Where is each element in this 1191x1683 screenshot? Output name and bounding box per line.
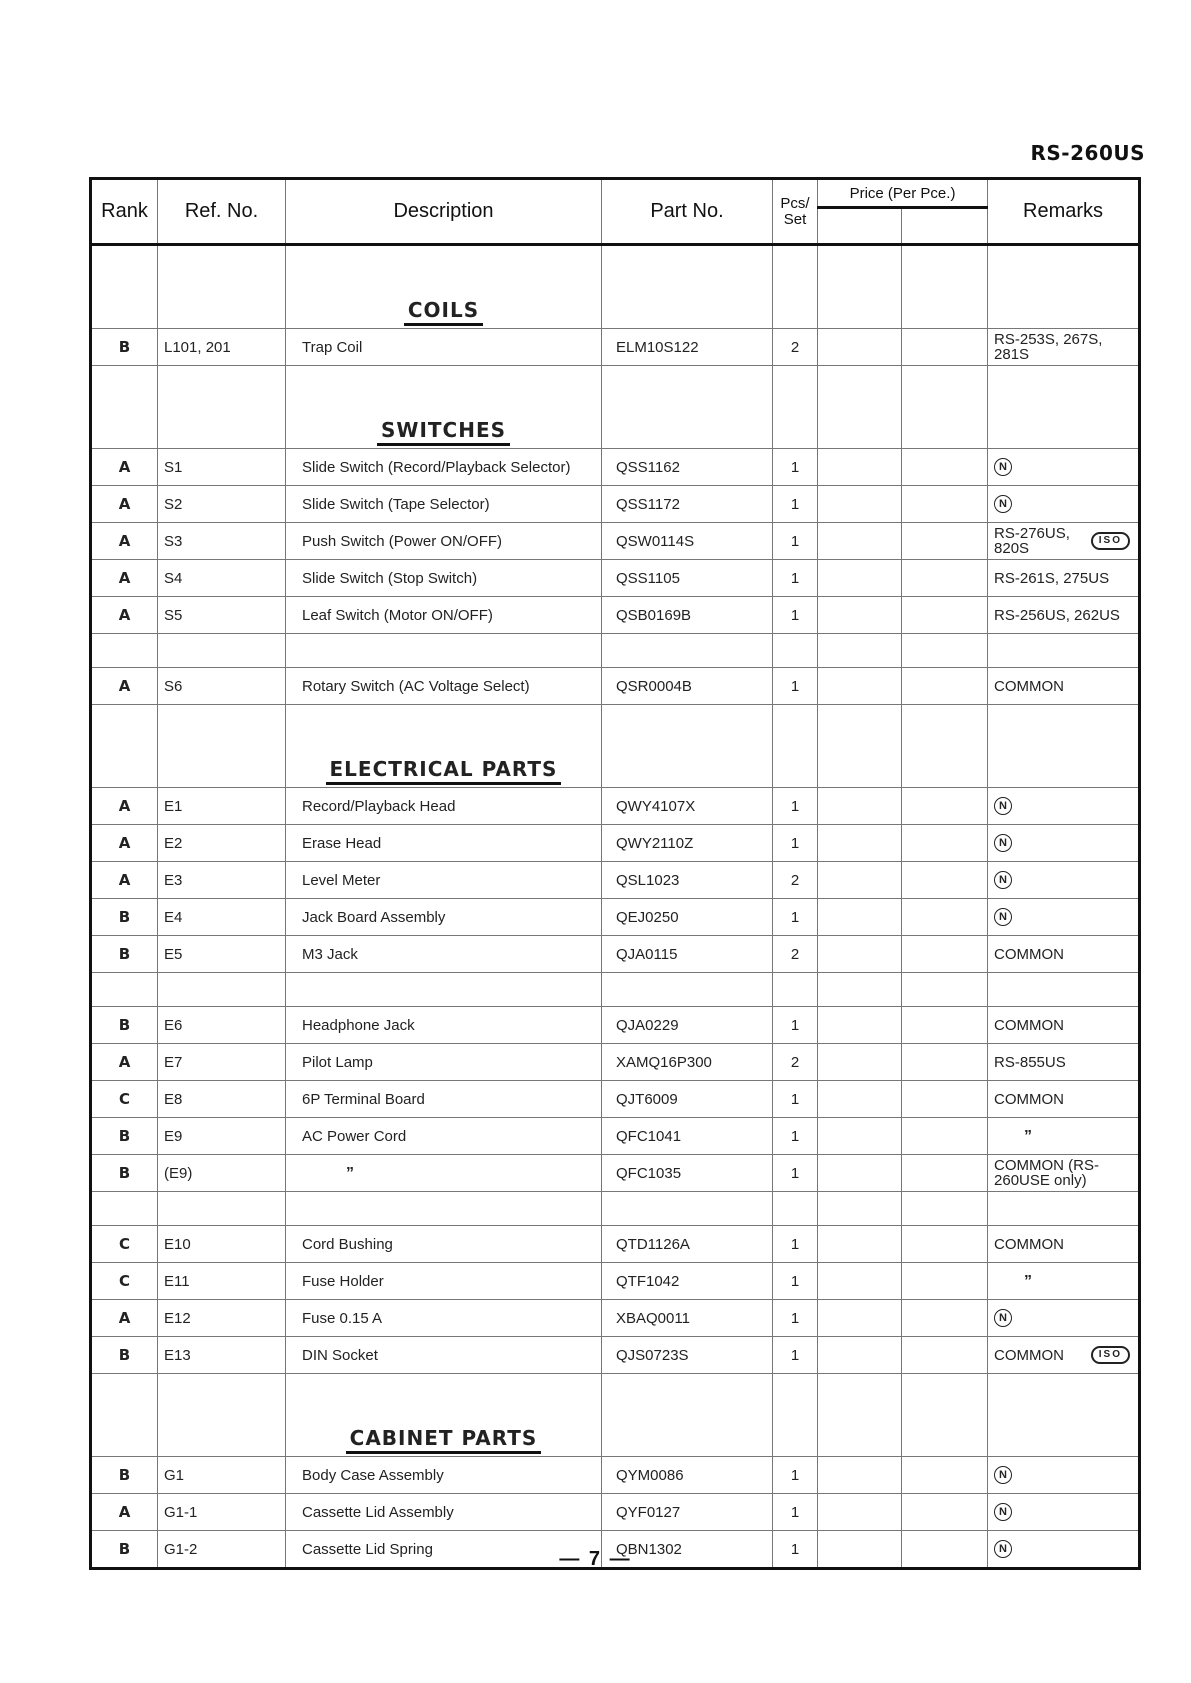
description-cell: Cassette Lid Spring bbox=[286, 1531, 602, 1569]
ref-cell: E8 bbox=[158, 1081, 286, 1118]
table-row bbox=[91, 1155, 1140, 1192]
pcs-cell: 1 bbox=[773, 1226, 818, 1263]
part-number-cell: QFC1041 bbox=[602, 1118, 773, 1155]
pcs-cell: 1 bbox=[773, 1081, 818, 1118]
rank-cell: A bbox=[91, 825, 158, 862]
remarks-cell: RS-276US, 820S bbox=[994, 525, 1070, 557]
part-number-cell: QTD1126A bbox=[602, 1226, 773, 1263]
part-number-cell: QJS0723S bbox=[602, 1337, 773, 1374]
description-cell: 6P Terminal Board bbox=[286, 1081, 602, 1118]
ref-cell: E7 bbox=[158, 1044, 286, 1081]
table-row bbox=[91, 1494, 1140, 1531]
description-cell: Cassette Lid Assembly bbox=[286, 1494, 602, 1531]
part-number-cell: XBAQ0011 bbox=[602, 1300, 773, 1337]
ref-cell: S4 bbox=[158, 560, 286, 597]
pcs-cell: 1 bbox=[773, 523, 818, 560]
ditto-mark: ” bbox=[1024, 1272, 1033, 1290]
description-cell: Cord Bushing bbox=[286, 1226, 602, 1263]
description-cell: AC Power Cord bbox=[286, 1118, 602, 1155]
rank-cell: A bbox=[91, 560, 158, 597]
pcs-cell: 1 bbox=[773, 1118, 818, 1155]
table-row bbox=[91, 329, 1140, 366]
header-ref-no: Ref. No. bbox=[158, 179, 286, 245]
part-number-cell: QYM0086 bbox=[602, 1457, 773, 1494]
n-mark-icon: N bbox=[994, 871, 1012, 889]
ref-cell: (E9) bbox=[158, 1155, 286, 1192]
part-number-cell: QTF1042 bbox=[602, 1263, 773, 1300]
table-row bbox=[91, 449, 1140, 486]
ref-cell: E11 bbox=[158, 1263, 286, 1300]
description-cell: Headphone Jack bbox=[286, 1007, 602, 1044]
part-number-cell: QYF0127 bbox=[602, 1494, 773, 1531]
description-cell: Jack Board Assembly bbox=[286, 899, 602, 936]
ref-cell: E3 bbox=[158, 862, 286, 899]
table-row bbox=[91, 486, 1140, 523]
n-mark-icon: N bbox=[994, 495, 1012, 513]
rank-cell: B bbox=[91, 1337, 158, 1374]
part-number-cell: QSS1105 bbox=[602, 560, 773, 597]
table-row bbox=[91, 1263, 1140, 1300]
header-set: Set bbox=[783, 210, 807, 228]
pcs-cell: 1 bbox=[773, 1457, 818, 1494]
remarks-cell: COMMON bbox=[988, 668, 1140, 705]
ref-cell: E4 bbox=[158, 899, 286, 936]
part-number-cell: QSR0004B bbox=[602, 668, 773, 705]
ref-cell: E5 bbox=[158, 936, 286, 973]
remarks-cell: RS-261S, 275US bbox=[988, 560, 1140, 597]
part-number-cell: QJT6009 bbox=[602, 1081, 773, 1118]
part-number-cell: ELM10S122 bbox=[602, 329, 773, 366]
blank-row bbox=[91, 634, 1140, 668]
pcs-cell: 2 bbox=[773, 329, 818, 366]
pcs-cell: 1 bbox=[773, 560, 818, 597]
part-number-cell: QEJ0250 bbox=[602, 899, 773, 936]
ref-cell: S6 bbox=[158, 668, 286, 705]
description-cell: Fuse 0.15 A bbox=[286, 1300, 602, 1337]
description-cell: Slide Switch (Tape Selector) bbox=[286, 486, 602, 523]
pcs-cell: 1 bbox=[773, 1007, 818, 1044]
section-title-coils: COILS bbox=[404, 298, 483, 326]
description-cell: Rotary Switch (AC Voltage Select) bbox=[286, 668, 602, 705]
table-row bbox=[91, 1457, 1140, 1494]
rank-cell: A bbox=[91, 1300, 158, 1337]
description-cell: Trap Coil bbox=[286, 329, 602, 366]
pcs-cell: 1 bbox=[773, 825, 818, 862]
table-row bbox=[91, 788, 1140, 825]
remarks-cell: COMMON bbox=[988, 1226, 1140, 1263]
section-title-switches: SWITCHES bbox=[377, 418, 510, 446]
ditto-mark: ” bbox=[346, 1164, 354, 1182]
table-row bbox=[91, 1081, 1140, 1118]
ref-cell: E13 bbox=[158, 1337, 286, 1374]
page-number: — 7 — bbox=[559, 1548, 632, 1570]
rank-cell: A bbox=[91, 597, 158, 634]
ref-cell: S2 bbox=[158, 486, 286, 523]
part-number-cell: QSL1023 bbox=[602, 862, 773, 899]
remarks-cell: RS-253S, 267S, 281S bbox=[988, 329, 1140, 366]
description-cell: DIN Socket bbox=[286, 1337, 602, 1374]
n-mark-icon: N bbox=[994, 797, 1012, 815]
section-row bbox=[91, 705, 1140, 788]
description-cell: Leaf Switch (Motor ON/OFF) bbox=[286, 597, 602, 634]
ref-cell: S3 bbox=[158, 523, 286, 560]
table-row bbox=[91, 1226, 1140, 1263]
part-number-cell: QSW0114S bbox=[602, 523, 773, 560]
iso-icon: ISO bbox=[1091, 1346, 1130, 1364]
blank-row bbox=[91, 973, 1140, 1007]
section-row bbox=[91, 366, 1140, 449]
rank-cell: B bbox=[91, 1118, 158, 1155]
table-row bbox=[91, 668, 1140, 705]
table-row bbox=[91, 560, 1140, 597]
pcs-cell: 1 bbox=[773, 899, 818, 936]
rank-cell: A bbox=[91, 449, 158, 486]
ref-cell: S5 bbox=[158, 597, 286, 634]
pcs-cell: 1 bbox=[773, 1155, 818, 1192]
part-number-cell: QSS1172 bbox=[602, 486, 773, 523]
rank-cell: A bbox=[91, 668, 158, 705]
ref-cell: S1 bbox=[158, 449, 286, 486]
pcs-cell: 2 bbox=[773, 936, 818, 973]
pcs-cell: 2 bbox=[773, 1044, 818, 1081]
rank-cell: A bbox=[91, 1494, 158, 1531]
part-number-cell: QJA0115 bbox=[602, 936, 773, 973]
description-cell: Fuse Holder bbox=[286, 1263, 602, 1300]
pcs-cell: 1 bbox=[773, 1337, 818, 1374]
part-number-cell: QSB0169B bbox=[602, 597, 773, 634]
ref-cell: E12 bbox=[158, 1300, 286, 1337]
pcs-cell: 1 bbox=[773, 1494, 818, 1531]
pcs-cell: 2 bbox=[773, 862, 818, 899]
rank-cell: A bbox=[91, 486, 158, 523]
ref-cell: E1 bbox=[158, 788, 286, 825]
ref-cell: G1-1 bbox=[158, 1494, 286, 1531]
ref-cell: G1-2 bbox=[158, 1531, 286, 1569]
n-mark-icon: N bbox=[994, 1503, 1012, 1521]
remarks-cell: COMMON (RS-260USE only) bbox=[988, 1155, 1140, 1192]
header-pcs: Pcs/ bbox=[780, 194, 810, 212]
section-row bbox=[91, 1374, 1140, 1457]
pcs-cell: 1 bbox=[773, 597, 818, 634]
rank-cell: B bbox=[91, 1531, 158, 1569]
table-row bbox=[91, 1337, 1140, 1374]
ref-cell: E10 bbox=[158, 1226, 286, 1263]
description-cell: Slide Switch (Stop Switch) bbox=[286, 560, 602, 597]
table-row bbox=[91, 1118, 1140, 1155]
table-row bbox=[91, 1300, 1140, 1337]
rank-cell: B bbox=[91, 329, 158, 366]
rank-cell: C bbox=[91, 1226, 158, 1263]
pcs-cell: 1 bbox=[773, 1531, 818, 1569]
parts-list-table bbox=[89, 177, 1141, 1570]
part-number-cell: QWY4107X bbox=[602, 788, 773, 825]
header-rank: Rank bbox=[91, 179, 158, 245]
ditto-mark: ” bbox=[1024, 1127, 1033, 1145]
part-number-cell: QWY2110Z bbox=[602, 825, 773, 862]
remarks-cell: RS-256US, 262US bbox=[988, 597, 1140, 634]
part-number-cell: QJA0229 bbox=[602, 1007, 773, 1044]
pcs-cell: 1 bbox=[773, 486, 818, 523]
rank-cell: B bbox=[91, 1457, 158, 1494]
rank-cell: A bbox=[91, 523, 158, 560]
n-mark-icon: N bbox=[994, 1309, 1012, 1327]
description-cell: Level Meter bbox=[286, 862, 602, 899]
section-row bbox=[91, 245, 1140, 329]
n-mark-icon: N bbox=[994, 908, 1012, 926]
rank-cell: B bbox=[91, 899, 158, 936]
rank-cell: A bbox=[91, 862, 158, 899]
description-cell: Slide Switch (Record/Playback Selector) bbox=[286, 449, 602, 486]
description-cell: M3 Jack bbox=[286, 936, 602, 973]
rank-cell: B bbox=[91, 936, 158, 973]
remarks-cell: COMMON bbox=[988, 1007, 1140, 1044]
section-title-cabinet-parts: CABINET PARTS bbox=[346, 1426, 542, 1454]
table-row bbox=[91, 936, 1140, 973]
header-description: Description bbox=[286, 179, 602, 245]
part-number-cell: XAMQ16P300 bbox=[602, 1044, 773, 1081]
rank-cell: C bbox=[91, 1263, 158, 1300]
description-cell: Record/Playback Head bbox=[286, 788, 602, 825]
model-number: RS-260US bbox=[1030, 141, 1145, 165]
pcs-cell: 1 bbox=[773, 449, 818, 486]
description-cell: Body Case Assembly bbox=[286, 1457, 602, 1494]
description-cell: Pilot Lamp bbox=[286, 1044, 602, 1081]
rank-cell: A bbox=[91, 1044, 158, 1081]
n-mark-icon: N bbox=[994, 1540, 1012, 1558]
pcs-cell: 1 bbox=[773, 1263, 818, 1300]
table-row bbox=[91, 1044, 1140, 1081]
remarks-cell: COMMON bbox=[988, 936, 1140, 973]
header-price-col2 bbox=[902, 208, 988, 245]
remarks-cell: COMMON bbox=[994, 1346, 1065, 1364]
part-number-cell: QSS1162 bbox=[602, 449, 773, 486]
description-cell: Push Switch (Power ON/OFF) bbox=[286, 523, 602, 560]
header-price-col1 bbox=[818, 208, 902, 245]
ref-cell: E6 bbox=[158, 1007, 286, 1044]
pcs-cell: 1 bbox=[773, 1300, 818, 1337]
rank-cell: A bbox=[91, 788, 158, 825]
remarks-cell: COMMON bbox=[988, 1081, 1140, 1118]
n-mark-icon: N bbox=[994, 1466, 1012, 1484]
ref-cell: G1 bbox=[158, 1457, 286, 1494]
description-cell: Erase Head bbox=[286, 825, 602, 862]
table-row bbox=[91, 899, 1140, 936]
table-row bbox=[91, 1007, 1140, 1044]
header-part-no: Part No. bbox=[602, 179, 773, 245]
table-row bbox=[91, 597, 1140, 634]
blank-row bbox=[91, 1192, 1140, 1226]
part-number-cell: QFC1035 bbox=[602, 1155, 773, 1192]
remarks-cell: RS-855US bbox=[988, 1044, 1140, 1081]
section-title-electrical-parts: ELECTRICAL PARTS bbox=[326, 757, 562, 785]
pcs-cell: 1 bbox=[773, 788, 818, 825]
rank-cell: C bbox=[91, 1081, 158, 1118]
n-mark-icon: N bbox=[994, 834, 1012, 852]
rank-cell: B bbox=[91, 1007, 158, 1044]
header-remarks: Remarks bbox=[988, 179, 1140, 245]
table-row bbox=[91, 825, 1140, 862]
ref-cell: E2 bbox=[158, 825, 286, 862]
table-row bbox=[91, 862, 1140, 899]
ref-cell: E9 bbox=[158, 1118, 286, 1155]
header-pcs-set bbox=[773, 179, 818, 245]
table-row bbox=[91, 523, 1140, 560]
n-mark-icon: N bbox=[994, 458, 1012, 476]
ref-cell: L101, 201 bbox=[158, 329, 286, 366]
rank-cell: B bbox=[91, 1155, 158, 1192]
header-price: Price (Per Pce.) bbox=[818, 179, 988, 208]
iso-icon: ISO bbox=[1091, 532, 1130, 550]
pcs-cell: 1 bbox=[773, 668, 818, 705]
part-number-cell: QBN1302 bbox=[602, 1531, 773, 1569]
